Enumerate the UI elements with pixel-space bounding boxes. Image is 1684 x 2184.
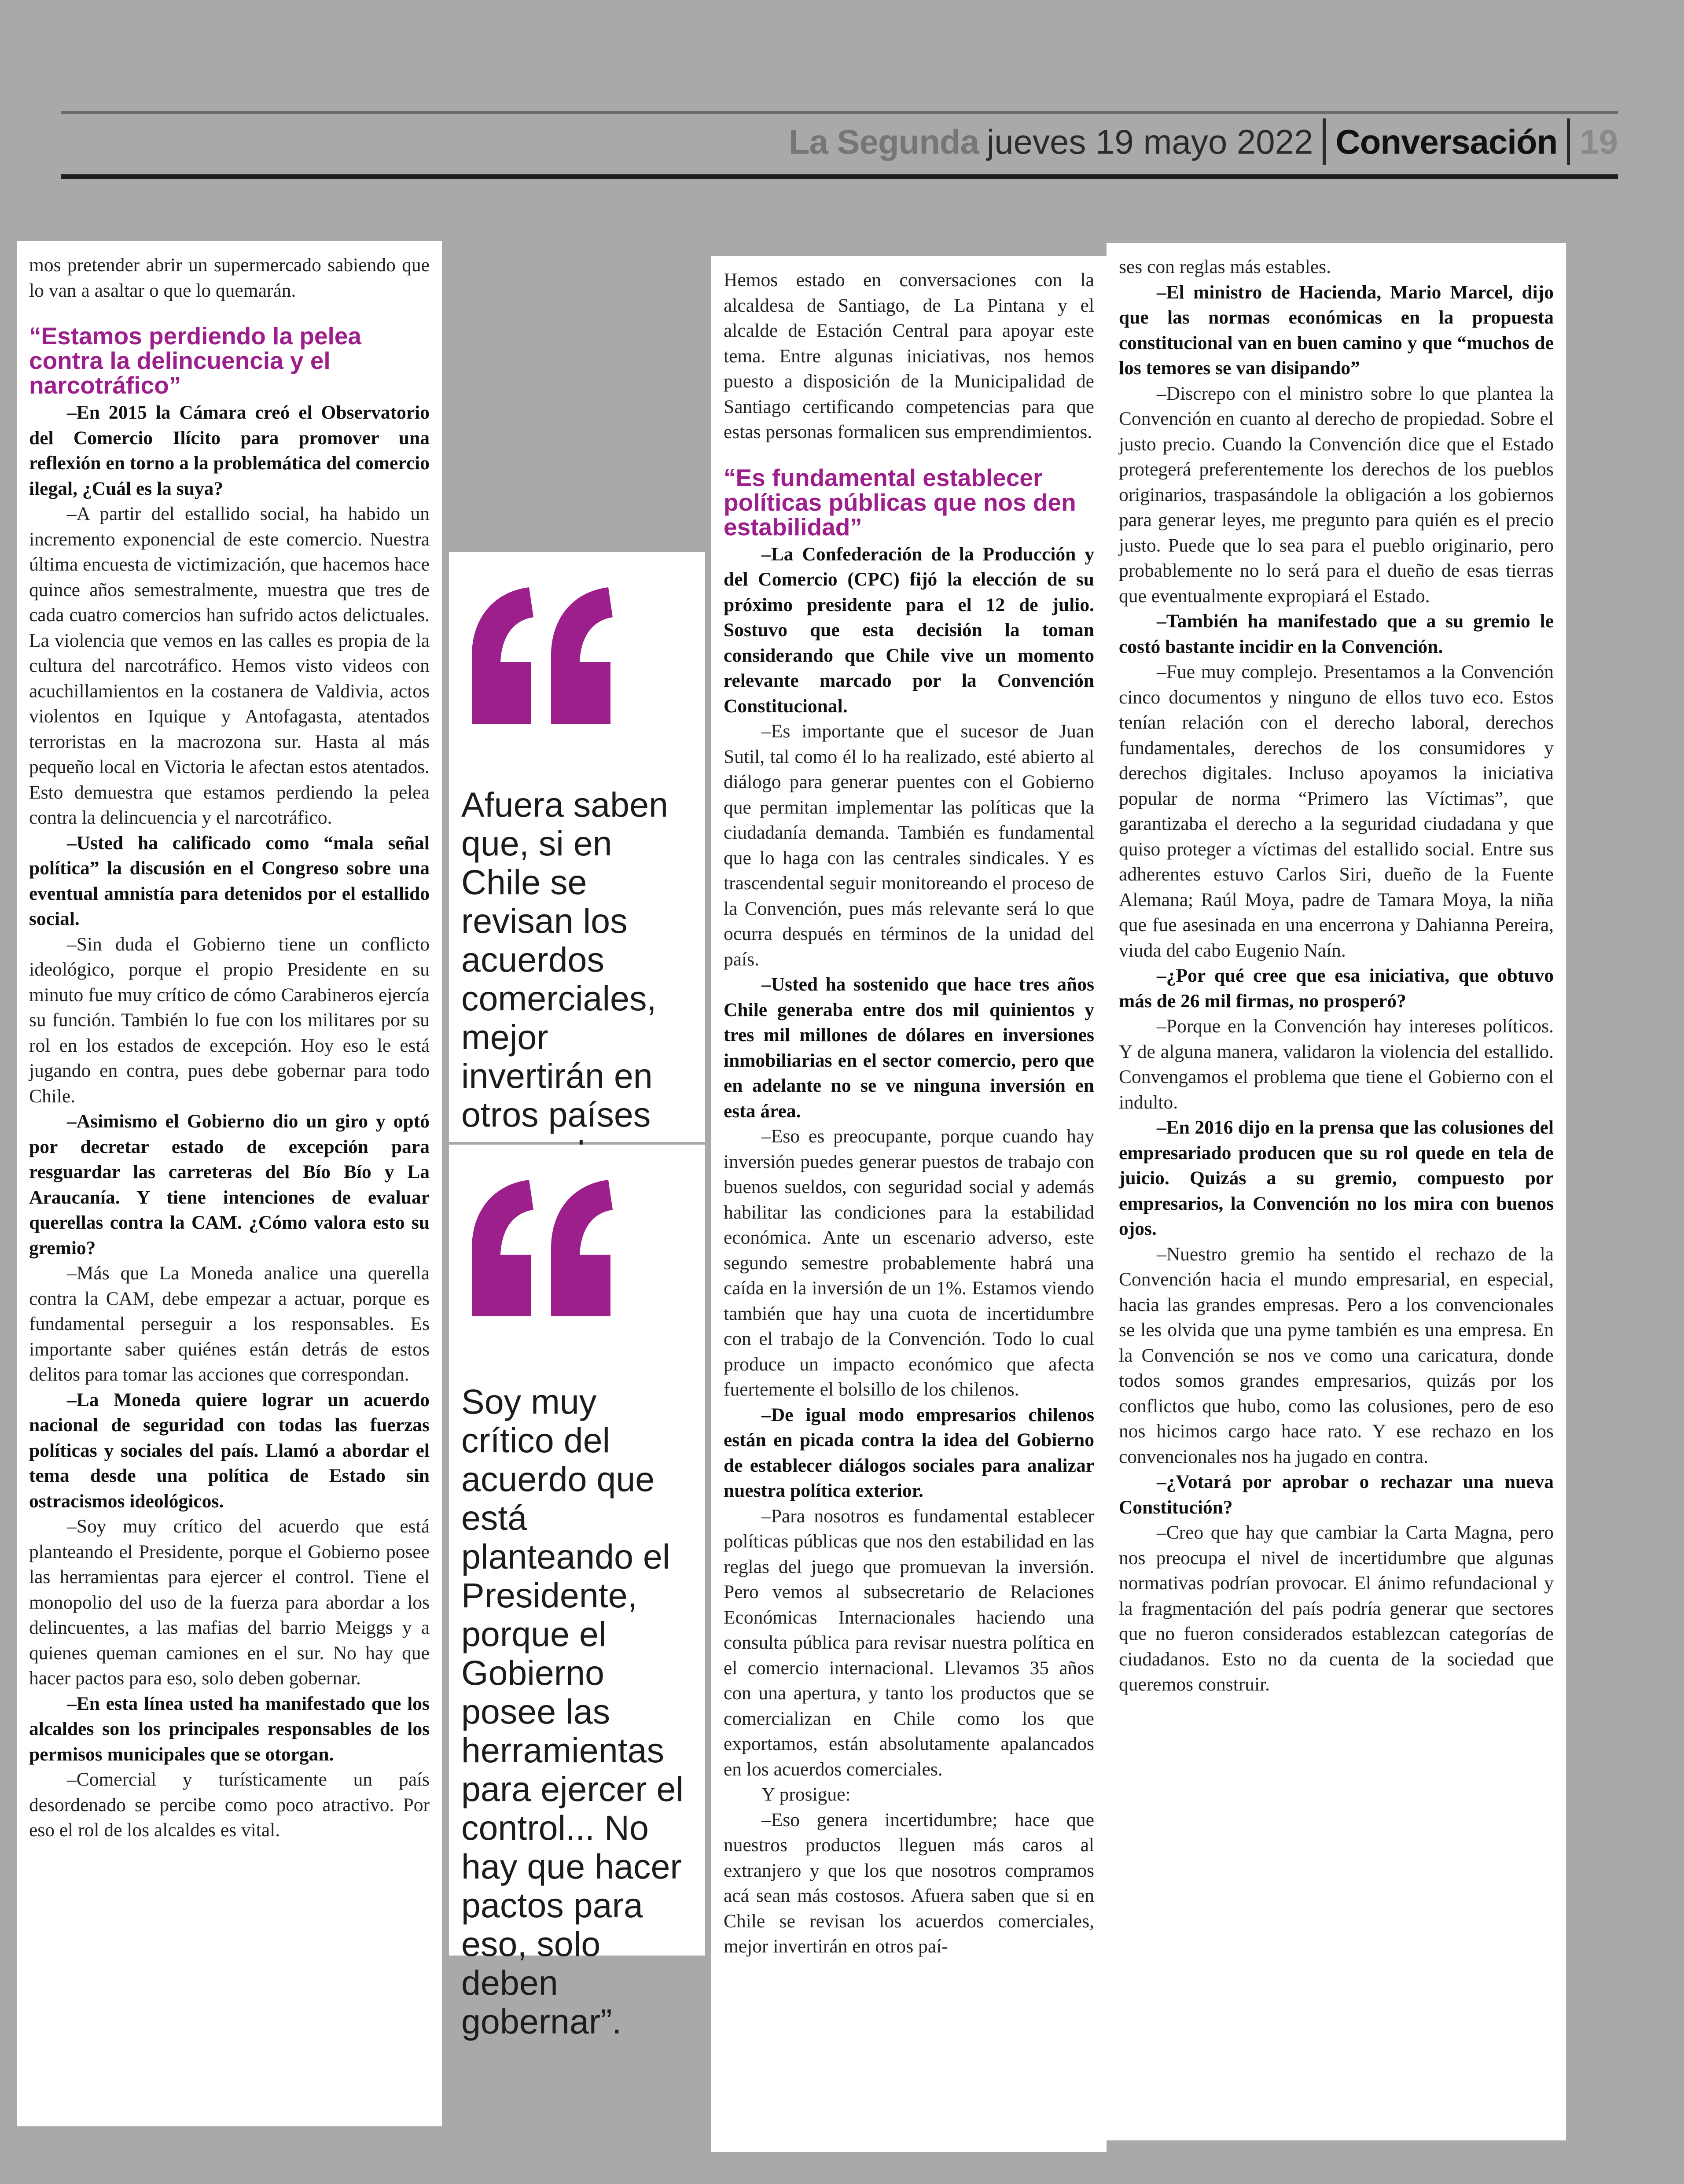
interview-answer: –Eso genera incertidumbre; hace que nuestros productos lleguen más caros al extranjero y que los que nosotros compramos acá sean más costosos. Afuera saben que si en Chile se revisan los acuerdos comerciales, mejor invertirán en otros paí-	[724, 1809, 1094, 1957]
body-paragraph: mos pretender abrir un supermercado sabiendo que lo van a asaltar o que lo quemarán.	[29, 254, 430, 301]
interview-question: –Usted ha sostenido que hace tres años Chile generaba entre dos mil quinientos y tres mil millones de dólares en inversiones inmobiliarias en el sector comercio, pero que en adelante no se ve ninguna inversión en esta área.	[724, 974, 1094, 1122]
interview-question: –La Moneda quiere lograr un acuerdo nacional de seguridad con todas las fuerzas políticas y sociales del país. Llamó a abordar el tema desde una política de Estado sin ostracismos ideológicos.	[29, 1389, 430, 1512]
subheading: “Estamos perdiendo la pelea contra la delincuencia y el narcotráfico”	[29, 322, 361, 399]
interview-answer: –Fue muy complejo. Presentamos a la Convención cinco documentos y ninguno de ellos tuvo eco. Estos tenían relación con el derecho laboral, derechos fundamentales, derechos de los consumidores y derechos digitales. Incluso apoyamos la iniciativa popular de norma “Primero las Víctimas”, que garantizaba el derecho a la seguridad ciudadana y que quiso proteger a víctimas del estallido social. Entre sus adherentes estuvo Carlos Siri, dueño de la Fuente Alemana; Raúl Moya, padre de Tamara Moya, la niña que fue asesinada en una encerrona y Dahianna Pereira, viuda del cabo Eugenio Naín.	[1119, 661, 1554, 961]
article-column-3	[711, 256, 1107, 2152]
interview-question: –También ha manifestado que a su gremio le costó bastante incidir en la Convención.	[1119, 611, 1554, 657]
interview-question: –La Confederación de la Producción y del Comercio (CPC) fijó la elección de su próximo presidente para el 12 de julio. Sostuvo que esta decisión la toman considerando que Chile vive un momento relevante marcado por la Convención Constitucional.	[724, 543, 1094, 717]
interview-question: –¿Votará por aprobar o rechazar una nueva Constitución?	[1119, 1471, 1554, 1518]
section-name: Conversación	[1335, 122, 1558, 161]
interview-answer: –Es importante que el sucesor de Juan Sutil, tal como él lo ha realizado, esté abierto al diálogo para generar puentes con el Gobierno que permitan implementar las políticas que la ciudadanía demanda. También es fundamental que lo haga con las centrales sindicales. Y es trascendental seguir monitoreando el proceso de la Convención, pues más relevante será lo que ocurra después en términos de la unidad del país.	[724, 721, 1094, 970]
quotation-mark-icon	[463, 578, 621, 737]
pull-quote-text: Soy muy crítico del acuerdo que está planteando el Presidente, porque el Gobierno posee las herramientas para ejercer el control... No hay que hacer pactos para eso, solo deben gobernar”.	[461, 1382, 684, 2041]
body-paragraph: Y prosigue:	[761, 1784, 851, 1805]
interview-answer: –Comercial y turísticamente un país desordenado se percibe como poco atractivo. Por eso el rol de los alcaldes es vital.	[29, 1769, 430, 1841]
interview-answer: –Discrepo con el ministro sobre lo que plantea la Convención en cuanto al derecho de propiedad. Sobre el justo precio. Cuando la Convención dice que el Estado protegerá preferentemente los derechos de los pueblos originarios, traspasándole la obligación a los gobiernos para generar leyes, me pregunto para quién es el precio justo. Puede que lo sea para el pueblo originario, pero probablemente no lo será para el dueño de esas tierras que eventualmente expropiará el Estado.	[1119, 383, 1554, 607]
interview-answer: –A partir del estallido social, ha habido un incremento exponencial de este comercio. Nuestra última encuesta de victimización, que hacemos hace quince años semestralmente, muestra que tres de cada cuatro comercios han sufrido actos delictuales. La violencia que vemos en las calles es propia de la cultura del narcotráfico. Hemos visto videos con acuchillamientos en la costanera de Valdivia, actos violentos en Iquique y Antofagasta, atentados terroristas en la macrozona sur. Hasta al más pequeño local en Victoria le afectan estos atentados. Esto demuestra que estamos perdiendo la pelea contra la delincuencia y el narcotráfico.	[29, 503, 430, 828]
interview-answer: –Más que La Moneda analice una querella contra la CAM, debe empezar a actuar, porque es fundamental perseguir a los responsables. Es importante saber quiénes están detrás de estos delitos para tomar las acciones que correspondan.	[29, 1263, 430, 1385]
interview-question: –En 2015 la Cámara creó el Observatorio del Comercio Ilícito para promover una reflexión en torno a la problemática del comercio ilegal, ¿Cuál es la suya?	[29, 402, 430, 499]
masthead-divider	[1323, 118, 1326, 165]
interview-question: –Asimismo el Gobierno dio un giro y optó por decretar estado de excepción para resguardar las carreteras del Bío Bío y La Araucanía. Y tiene intenciones de evaluar querellas contra la CAM. ¿Cómo valora esto su gremio?	[29, 1111, 430, 1259]
article-column-4	[1107, 243, 1566, 2140]
issue-date: jueves 19 mayo 2022	[986, 122, 1313, 161]
interview-answer: –Para nosotros es fundamental establecer políticas públicas que nos den estabilidad en las reglas del juego que promuevan la inversión. Pero vemos al subsecretario de Relaciones Económicas Internacionales haciendo una consulta pública para revisar nuestra política en el comercio internacional. Llevamos 35 años con una apertura, y tanto los productos que se comercializan en Chile como los que exportamos, están absolutamente apalancados en los acuerdos comerciales.	[724, 1505, 1094, 1780]
body-paragraph: Hemos estado en conversaciones con la alcaldesa de Santiago, de La Pintana y el alcalde de Estación Central para apoyar este tema. Entre algunas iniciativas, nos hemos puesto a disposición de la Municipalidad de Santiago certificando competencias para que estas personas formalicen sus emprendimientos.	[724, 269, 1094, 442]
masthead-divider	[1567, 118, 1570, 165]
quotation-mark-icon	[463, 1171, 621, 1330]
pull-quote-text: Afuera saben que, si en Chile se revisan los acuerdos comerciales, mejor invertirán en otros países	[461, 785, 668, 1134]
interview-answer: –Creo que hay que cambiar la Carta Magna, pero nos preocupa el nivel de incertidumbre que algunas normativas podrían provocar. El ánimo refundacional y la fragmentación del país podría generar que sectores que no fueron considerados establezcan categorías de ciudadanos. Esto no da cuenta de la sociedad que queremos construir.	[1119, 1522, 1554, 1695]
article-column-1	[17, 241, 442, 2126]
pull-quote-2	[449, 1145, 705, 2041]
page-number: 19	[1580, 122, 1618, 161]
body-paragraph: ses con reglas más estables.	[1119, 256, 1331, 277]
interview-question: –¿Por qué cree que esa iniciativa, que obtuvo más de 26 mil firmas, no prosperó?	[1119, 965, 1554, 1012]
interview-question: –En 2016 dijo en la prensa que las colusiones del empresariado producen que su rol quede en tela de juicio. Quizás a su gremio, compuesto por empresarios, la Convención no los mira con buenos ojos.	[1119, 1117, 1554, 1239]
masthead	[789, 115, 1618, 168]
interview-question: –En esta línea usted ha manifestado que los alcaldes son los principales responsables de los permisos municipales que se otorgan.	[29, 1693, 430, 1765]
newspaper-name: La Segunda	[788, 122, 979, 161]
interview-answer: –Sin duda el Gobierno tiene un conflicto ideológico, porque el propio Presidente en su minuto fue muy crítico de cómo Carabineros ejercía su función. También lo fue con los militares por su rol en los estados de excepción. Hoy eso le está jugando en contra, pues debe gobernar para todo Chile.	[29, 933, 430, 1107]
interview-answer: –Porque en la Convención hay intereses políticos. Y de alguna manera, validaron la violencia del estallido. Convengamos el problema que tiene el Gobierno con el indulto.	[1119, 1016, 1554, 1113]
header-bottom-rule	[61, 174, 1618, 179]
header-top-rule	[61, 111, 1618, 114]
interview-answer: –Nuestro gremio ha sentido el rechazo de la Convención hacia el mundo empresarial, en especial, hacia las grandes empresas. Pero a los convencionales se les olvida que una pyme también es una empresa. En la Convención se nos ve como una caricatura, donde todos somos grandes empresarios, quizás por los conflictos que hubo, como las colusiones, pero de eso nos hicimos cargo hace rato. Y ese rechazo en los convencionales nos ha jugado en contra.	[1119, 1243, 1554, 1467]
interview-question: –El ministro de Hacienda, Mario Marcel, dijo que las normas económicas en la propuesta constitucional van en buen camino y que “muchos de los temores se van disipando”	[1119, 281, 1554, 379]
interview-question: –Usted ha calificado como “mala señal política” la discusión en el Congreso sobre una eventual amnistía para detenidos por el estallido social.	[29, 832, 430, 929]
pull-quote-1	[449, 552, 705, 1142]
subheading: “Es fundamental establecer políticas públicas que nos den estabilidad”	[724, 464, 1076, 541]
interview-question: –De igual modo empresarios chilenos están en picada contra la idea del Gobierno de establecer diálogos sociales para analizar nuestra política exterior.	[724, 1404, 1094, 1501]
interview-answer: –Soy muy crítico del acuerdo que está planteando el Presidente, porque el Gobierno posee las herramientas para ejercer el control. Tiene el monopolio del uso de la fuerza para abordar a los delincuentes, a las mafias del barrio Meiggs y a quienes queman camiones en el sur. No hay que hacer pactos para eso, solo deben gobernar.	[29, 1516, 430, 1689]
interview-answer: –Eso es preocupante, porque cuando hay inversión puedes generar puestos de trabajo con buenos sueldos, con seguridad social y además habilitar las condiciones para la estabilidad económica. Ante un escenario adverso, este segundo semestre probablemente habrá una caída en la inversión de un 1%. Estamos viendo también que hay una cuota de incertidumbre con el trabajo de la Convención. Todo lo cual produce un impacto económico que afecta fuertemente el bolsillo de los chilenos.	[724, 1126, 1094, 1400]
